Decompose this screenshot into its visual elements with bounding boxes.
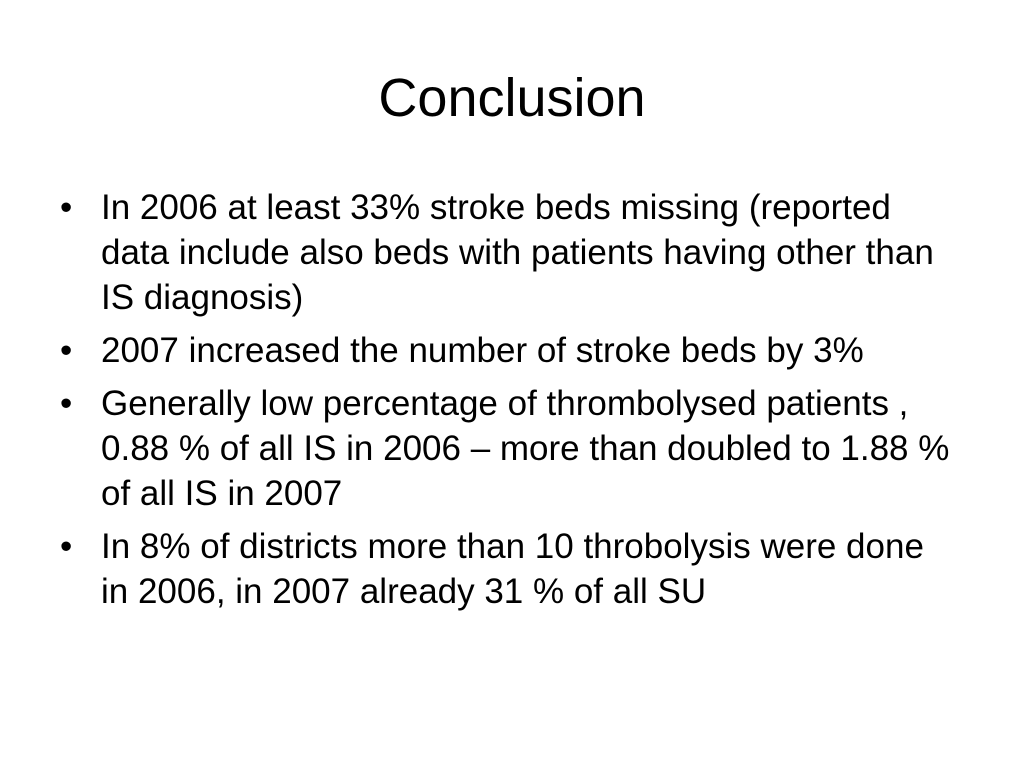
bullet-text: In 8% of districts more than 10 throbolysis were done in 2006, in 2007 already 31 % of all SU [101,527,924,611]
bullet-list [60,185,960,622]
bullet-text: In 2006 at least 33% stroke beds missing (reported data include also beds with patients having other than IS diagnosis) [101,188,934,317]
bullet-text: 2007 increased the number of stroke beds by 3% [101,331,864,370]
slide-title: Conclusion [378,68,646,128]
bullet-marker: • [60,331,73,370]
bullet-item [60,524,960,614]
bullet-marker: • [60,384,73,423]
bullet-item [60,381,960,516]
bullet-item [60,328,960,373]
bullet-marker: • [60,527,73,566]
bullet-marker: • [60,188,73,227]
bullet-item [60,185,960,320]
bullet-text: Generally low percentage of thrombolysed patients , 0.88 % of all IS in 2006 – more than doubled to 1.88 % of all IS in 2007 [101,384,950,513]
